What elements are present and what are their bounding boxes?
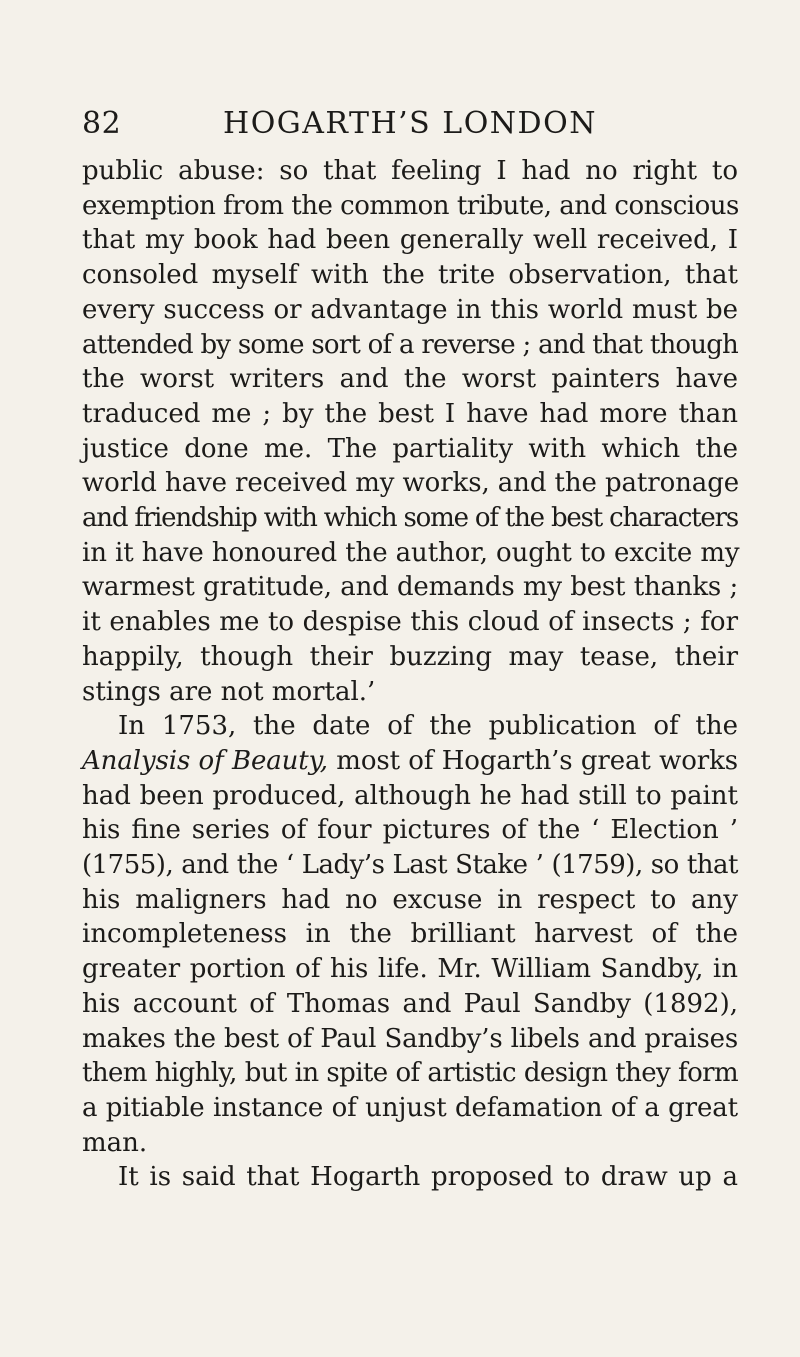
text-line: exemption from the common tribute, and conscious <box>82 190 739 221</box>
text-run: most of Hogarth’s great works <box>327 745 738 776</box>
text-line: justice done me. The partiality with which the <box>82 433 738 464</box>
page-header <box>82 92 738 154</box>
text-line: world have received my works, and the patronage <box>82 468 740 499</box>
text-line: incompleteness in the brilliant harvest of the <box>82 919 738 950</box>
text-line: the worst writers and the worst painters have <box>82 364 738 395</box>
text-line: stings are not mortal.’ <box>82 676 376 707</box>
text-line: had been produced, although he had still to paint <box>82 780 738 811</box>
text-line: them highly, but in spite of artistic design they form <box>82 1058 738 1089</box>
text-line: happily, though their buzzing may tease, their <box>82 641 738 672</box>
paragraph <box>82 709 738 1160</box>
text-line: traduced me ; by the best I have had more than <box>82 398 738 429</box>
text-line: it enables me to despise this cloud of insects ; for <box>82 607 738 638</box>
page-number: 82 <box>82 106 122 141</box>
running-title: HOGARTH’S LONDON <box>223 106 597 141</box>
italic-title: Analysis of Beauty, <box>82 745 328 776</box>
body-text-container <box>82 154 738 1195</box>
text-line: makes the best of Paul Sandby’s libels and praises <box>82 1023 738 1054</box>
text-line: his account of Thomas and Paul Sandby (1892), <box>82 988 738 1019</box>
text-line: man. <box>82 1127 148 1158</box>
text-line: and friendship with which some of the best characters <box>82 503 738 534</box>
text-line: It is said that Hogarth proposed to draw up a <box>118 1162 738 1193</box>
text-line: consoled myself with the trite observation, that <box>82 260 738 291</box>
text-line: every success or advantage in this world must be <box>82 294 738 325</box>
text-line: in it have honoured the author, ought to excite my <box>82 537 740 568</box>
text-line: public abuse: so that feeling I had no right to <box>82 156 738 186</box>
text-line: (1755), and the ‘ Lady’s Last Stake ’ (1759), so that <box>82 850 738 881</box>
paragraph <box>82 1160 738 1195</box>
text-line: attended by some sort of a reverse ; and that though <box>82 329 738 360</box>
text-line: his fine series of four pictures of the ‘ Election ’ <box>82 815 738 846</box>
paragraph <box>82 154 738 709</box>
book-page <box>82 92 738 1195</box>
text-line: a pitiable instance of unjust defamation of a great <box>82 1092 738 1123</box>
text-line: greater portion of his life. Mr. William Sandby, in <box>82 954 738 985</box>
text-line: that my book had been generally well received, I <box>82 225 738 256</box>
text-line <box>82 744 738 779</box>
text-line: warmest gratitude, and demands my best thanks ; <box>82 572 738 603</box>
text-line: In 1753, the date of the publication of the <box>118 711 738 742</box>
text-line: his maligners had no excuse in respect to any <box>82 884 738 915</box>
